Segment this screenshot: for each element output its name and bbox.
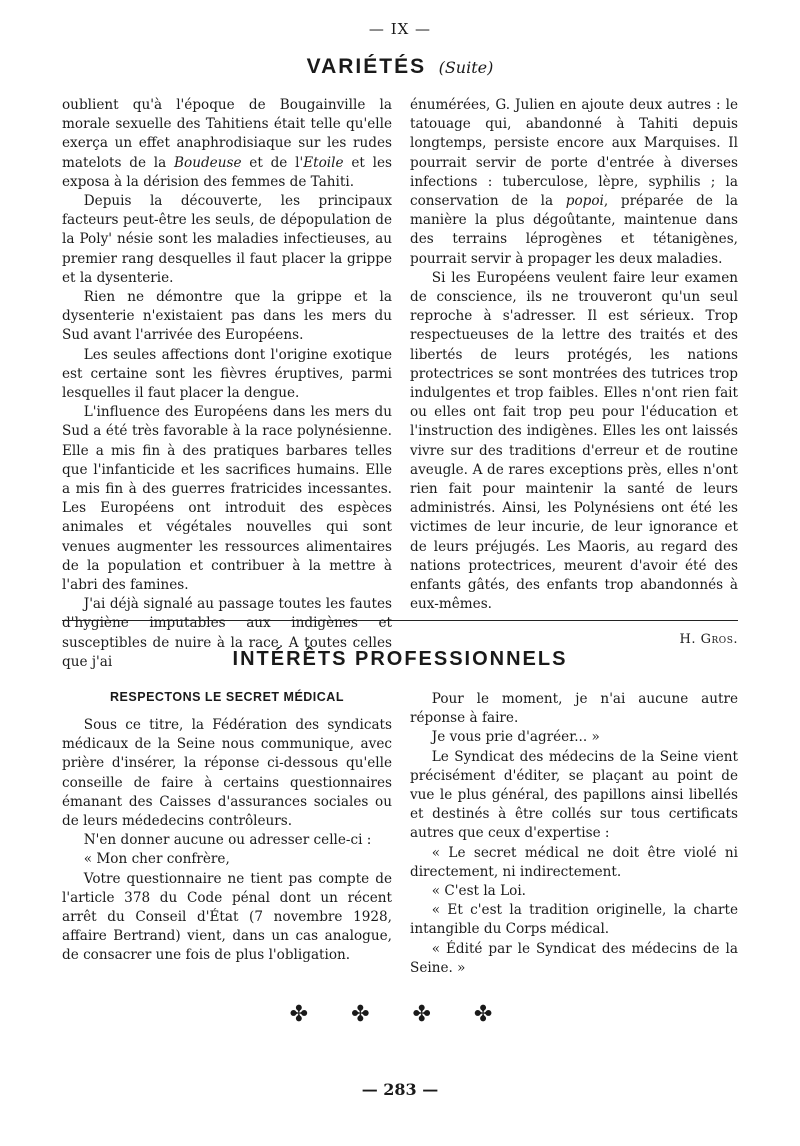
paragraph: L'influence des Européens dans les mers du Sud a été très favorable à la race polynésienne. Elle a mis fin à des pratiques barbares telles que l'infanticide et les sacrifices humains. Elle a mis fin à des guerres fratricides incessantes. Les Européens ont introduit des espèces animales et végétales nouvelles qui sont venues augmenter les ressources alimentaires de la population et contribuer à la mettre à l'abri des famines. [62, 404, 392, 594]
interets-title: INTÉRÊTS PROFESSIONNELS [232, 648, 568, 670]
paragraph: N'en donner aucune ou adresser celle-ci : [83, 832, 372, 849]
page-header-roman: — IX — [368, 20, 432, 38]
paragraph: « Et c'est la tradition originelle, la charte intangible du Corps médical. [410, 902, 738, 938]
paragraph [410, 96, 738, 269]
paragraph: Sous ce titre, la Fédération des syndicats médicaux de la Seine nous communique, avec prière d'insérer, la réponse ci-dessous qu'elle conseille de faire à certains questionnaires émanant des Caisses d'assurances sociales ou de leurs médedecins contrôleurs. [62, 717, 392, 830]
paragraph: Je vous prie d'agréer... » [431, 729, 600, 746]
interets-column-left [62, 716, 392, 966]
italic-term: popoi [565, 193, 604, 210]
varietes-subtitle: (Suite) [438, 58, 494, 77]
interets-subheading: RESPECTONS LE SECRET MÉDICAL [110, 690, 344, 704]
varietes-right-paragraphs [410, 96, 738, 614]
paragraph: Depuis la découverte, les principaux facteurs peut-être les seuls, de dépopulation de la Poly' nésie sont les maladies infectieuses, au premier rang desquelles il faut placer la grippe et la dysenterie. [62, 193, 392, 286]
paragraph: J'ai déjà signalé au passage toutes les fautes d'hygiène imputables aux indigènes et susceptibles de nuire à la race. A toutes celles que j'ai [62, 596, 392, 670]
paragraph [62, 96, 392, 192]
signature-text: H. Gros. [679, 632, 738, 648]
paragraph: Rien ne démontre que la grippe et la dysenterie n'existaient pas dans les mers du Sud avant l'arrivée des Européens. [62, 289, 392, 344]
interets-column-right [410, 690, 738, 978]
paragraph: Si les Européens veulent faire leur examen de conscience, ils ne trouveront qu'un seul reproche à s'adresser. Il est sérieux. Trop respectueuses de la lettre des traités et des libertés de leurs protégés, les nations protectrices se sont montrées des tutrices trop indulgentes et trop faibles. Elles n'ont rien fait ou elles ont fait trop peu pour l'éducation et l'instruction des indigènes. Elles les ont laissés vivre sur des traditions d'erreur et de routine aveugle. A de rares exceptions près, elles n'ont rien fait pour maintenir la santé de leurs administrés. Ainsi, les Polynésiens ont été les victimes de leur incurie, de leur ignorance et de leurs préjugés. Les Maoris, au regard des nations protectrices, meurent d'avoir été des enfants gâtés, des enfants trop abandonnés à eux-mêmes. [410, 269, 738, 613]
paragraph-text: , préparée de la manière la plus dégoûtante, maintenue dans des terrains léprogènes et tétanigènes, pourrait servir à propager les deux maladies. [410, 193, 738, 267]
paragraph-text: oublient qu'à l'époque de Bougainville la morale sexuelle des Tahitiens était telle qu'elle exerça un effet anaphrodisiaque sur les rudes matelots de la [62, 97, 392, 171]
italic-term: Etoile [303, 154, 344, 171]
paragraph-text: et les exposa à la dérision des femmes de Tahiti. [62, 154, 392, 190]
varietes-title: VARIÉTÉS [306, 55, 427, 78]
varietes-column-right [410, 96, 738, 650]
author-signature [410, 630, 738, 649]
paragraph: Le Syndicat des médecins de la Seine vient précisément d'éditer, se plaçant au point de vue le plus général, des papillons ainsi libellés et destinés à être collés sur tous certificats autres que ceux d'expertise : [410, 748, 738, 842]
paragraph-text: énumérées, G. Julien en ajoute deux autres : le tatouage qui, abandonné à Tahiti depuis longtemps, persiste encore aux Marquises. Il pourrait servir de porte d'entrée à diverses infections : tuberculose, lèpre, syphilis ; la conservation de la [410, 97, 738, 210]
varietes-heading [0, 55, 800, 79]
paragraph: Pour le moment, je n'ai aucune autre réponse à faire. [410, 691, 738, 727]
ornament-divider: ✤ ✤ ✤ ✤ [289, 1002, 511, 1027]
paragraph: « Mon cher confrère, [83, 851, 230, 868]
paragraph: « Le secret médical ne doit être violé ni directement, ni indirectement. [410, 844, 738, 880]
paragraph: « C'est la Loi. [431, 883, 526, 900]
paragraph-text: et de l' [241, 154, 304, 171]
varietes-column-left [62, 96, 392, 672]
paragraph: Votre questionnaire ne tient pas compte de l'article 378 du Code pénal dont un récent arrêt du Conseil d'État (7 novembre 1928, affaire Bertrand) vient, dans un cas analogue, de consacrer une fois de plus l'obligation. [62, 870, 392, 964]
italic-term: Boudeuse [174, 154, 242, 171]
section-divider [62, 620, 738, 621]
page-number: — 283 — [361, 1080, 439, 1099]
paragraph: « Édité par le Syndicat des médecins de la Seine. » [410, 940, 738, 976]
paragraph: Les seules affections dont l'origine exotique est certaine sont les fièvres éruptives, parmi lesquelles il faut placer la dengue. [62, 346, 392, 402]
